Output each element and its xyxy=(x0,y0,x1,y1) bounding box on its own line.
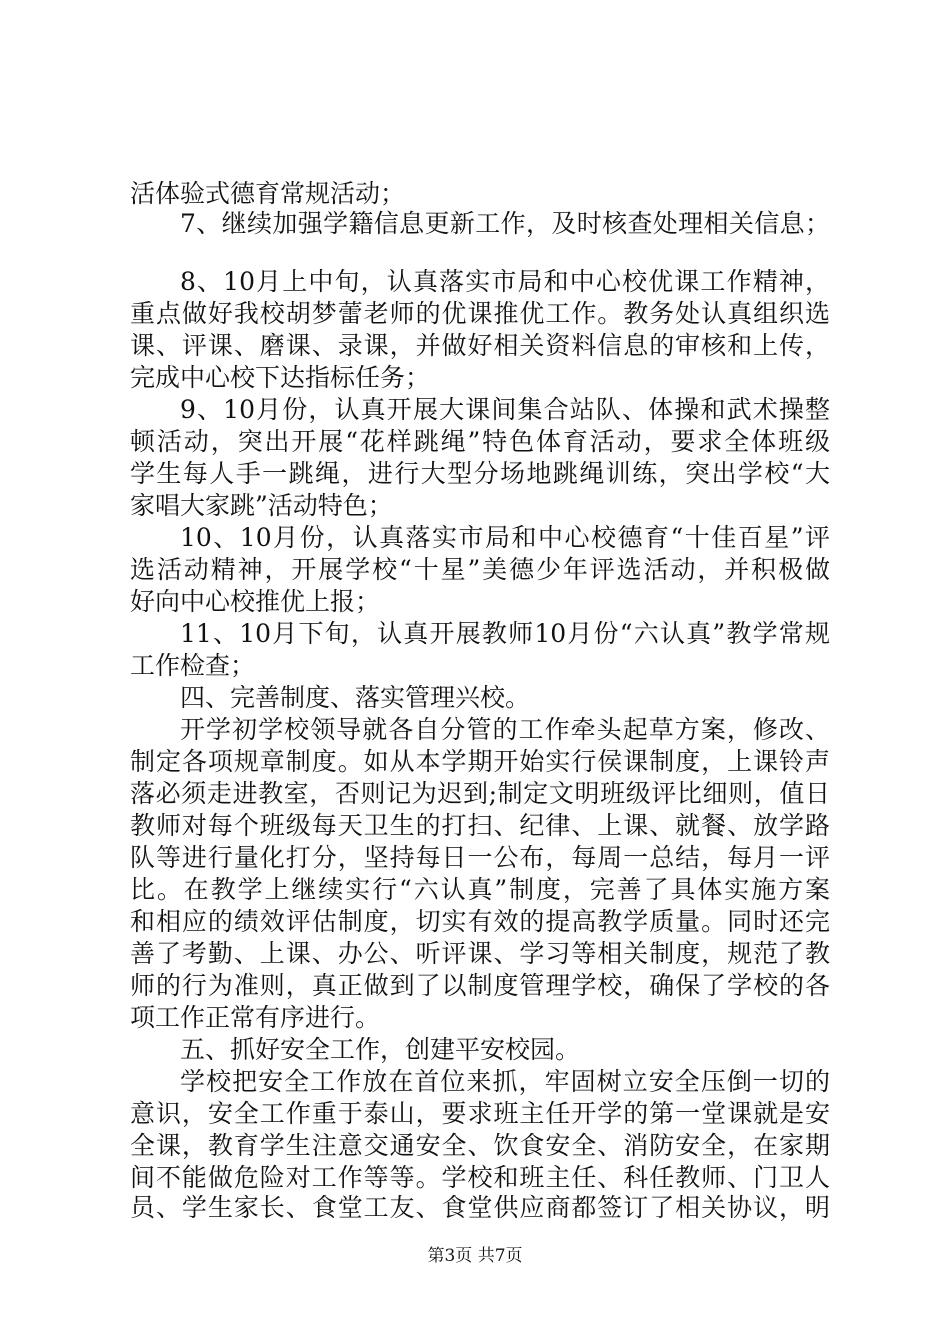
text-line: 教师对每个班级每天卫生的打扫、纪律、上课、就餐、放学路 xyxy=(130,811,830,840)
section-heading: 五、抓好安全工作，创建平安校园。 xyxy=(180,1035,581,1064)
text-line: 选活动精神，开展学校“十星”美德少年评选活动，并积极做 xyxy=(130,555,830,584)
text-line: 全课，教育学生注意交通安全、饮食安全、消防安全，在家期 xyxy=(130,1131,830,1160)
text-line: 家唱大家跳”活动特色； xyxy=(130,491,393,520)
text-line: 10、10月份，认真落实市局和中心校德育“十佳百星”评 xyxy=(180,523,830,552)
text-line: 制定各项规章制度。如从本学期开始实行侯课制度，上课铃声 xyxy=(130,747,830,776)
page-footer: 第3页 共7页 xyxy=(427,1246,523,1266)
text-line: 间不能做危险对工作等等。学校和班主任、科任教师、门卫人 xyxy=(130,1163,830,1192)
text-line: 完成中心校下达指标任务； xyxy=(130,363,431,392)
text-line: 队等进行量化打分，坚持每日一公布，每周一总结，每月一评 xyxy=(130,843,830,872)
text-line: 11、10月下旬，认真开展教师10月份“六认真”教学常规 xyxy=(180,619,830,648)
section-heading: 四、完善制度、落实管理兴校。 xyxy=(180,683,531,712)
text-line: 比。在教学上继续实行“六认真”制度，完善了具体实施方案 xyxy=(130,875,830,904)
text-line: 顿活动，突出开展“花样跳绳”特色体育活动，要求全体班级 xyxy=(130,427,830,456)
text-line: 活体验式德育常规活动； xyxy=(130,179,406,208)
text-line: 课、评课、磨课、录课，并做好相关资料信息的审核和上传， xyxy=(130,331,830,360)
text-line: 意识，安全工作重于泰山，要求班主任开学的第一堂课就是安 xyxy=(130,1099,830,1128)
text-line: 7、继续加强学籍信息更新工作，及时核查处理相关信息； xyxy=(180,209,830,238)
text-line: 师的行为准则，真正做到了以制度管理学校，确保了学校的各 xyxy=(130,971,830,1000)
text-line: 学校把安全工作放在首位来抓，牢固树立安全压倒一切的 xyxy=(180,1067,830,1096)
text-line: 员、学生家长、食堂工友、食堂供应商都签订了相关协议，明 xyxy=(130,1193,830,1222)
text-line: 重点做好我校胡梦蕾老师的优课推优工作。教务处认真组织选 xyxy=(130,299,830,328)
text-line: 学生每人手一跳绳，进行大型分场地跳绳训练，突出学校“大 xyxy=(130,459,830,488)
text-line: 8、10月上中旬，认真落实市局和中心校优课工作精神， xyxy=(180,267,830,296)
text-line: 好向中心校推优上报； xyxy=(130,587,381,616)
text-line: 和相应的绩效评估制度，切实有效的提高教学质量。同时还完 xyxy=(130,907,830,936)
text-line: 9、10月份，认真开展大课间集合站队、体操和武术操整 xyxy=(180,395,830,424)
text-line: 项工作正常有序进行。 xyxy=(130,1003,381,1032)
text-line: 落必须走进教室，否则记为迟到;制定文明班级评比细则，值日 xyxy=(130,779,830,808)
text-line: 开学初学校领导就各自分管的工作牵头起草方案，修改、 xyxy=(180,715,830,744)
text-line: 善了考勤、上课、办公、听评课、学习等相关制度，规范了教 xyxy=(130,939,830,968)
text-line: 工作检查； xyxy=(130,651,256,680)
